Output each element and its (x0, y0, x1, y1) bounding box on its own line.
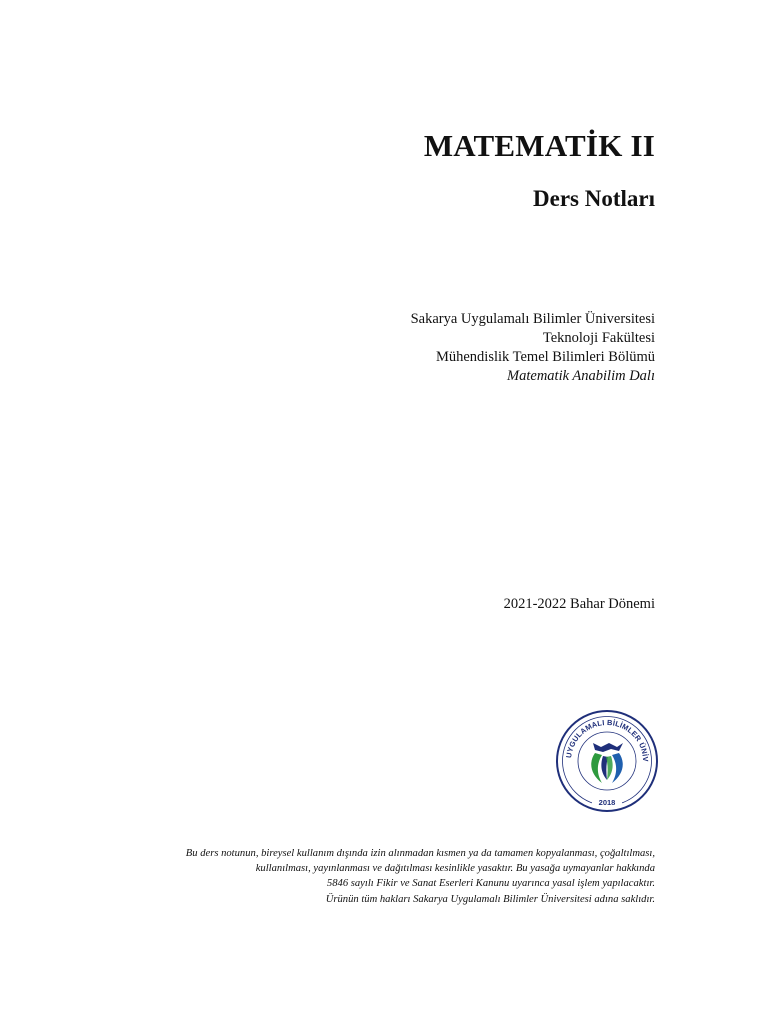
notice-line: 5846 sayılı Fikir ve Sanat Eserleri Kanunu uyarınca yasal işlem yapılacaktır. (326, 878, 655, 890)
faculty-name: Teknoloji Fakültesi (542, 330, 655, 346)
institution-block (411, 310, 655, 386)
notice-line: kullanılması, yayınlanması ve dağıtılması kesinlikle yasaktır. Bu yasağa uymayanlar hakkında (255, 863, 655, 875)
university-logo (555, 709, 659, 813)
department-name: Mühendislik Temel Bilimleri Bölümü (435, 349, 655, 365)
notice-line: Ürünün tüm hakları Sakarya Uygulamalı Bilimler Üniversitesi adına saklıdır. (325, 893, 655, 905)
academic-term: 2021-2022 Bahar Dönemi (503, 596, 655, 612)
notice-line: Bu ders notunun, bireysel kullanım dışında izin alınmadan kısmen ya da tamamen kopyalanması, çoğaltılması, (185, 848, 655, 859)
logo-ring-text: UYGULAMALI BİLİMLER ÜNİV (564, 717, 651, 762)
document-subtitle: Ders Notları (533, 186, 655, 211)
division-name: Matematik Anabilim Dalı (507, 368, 655, 384)
document-title: MATEMATİK II (423, 128, 655, 163)
university-name: Sakarya Uygulamalı Bilimler Üniversitesi (410, 311, 655, 327)
copyright-notice (95, 846, 655, 907)
logo-year: 2018 (598, 798, 616, 807)
university-logo-emblem (555, 709, 659, 813)
